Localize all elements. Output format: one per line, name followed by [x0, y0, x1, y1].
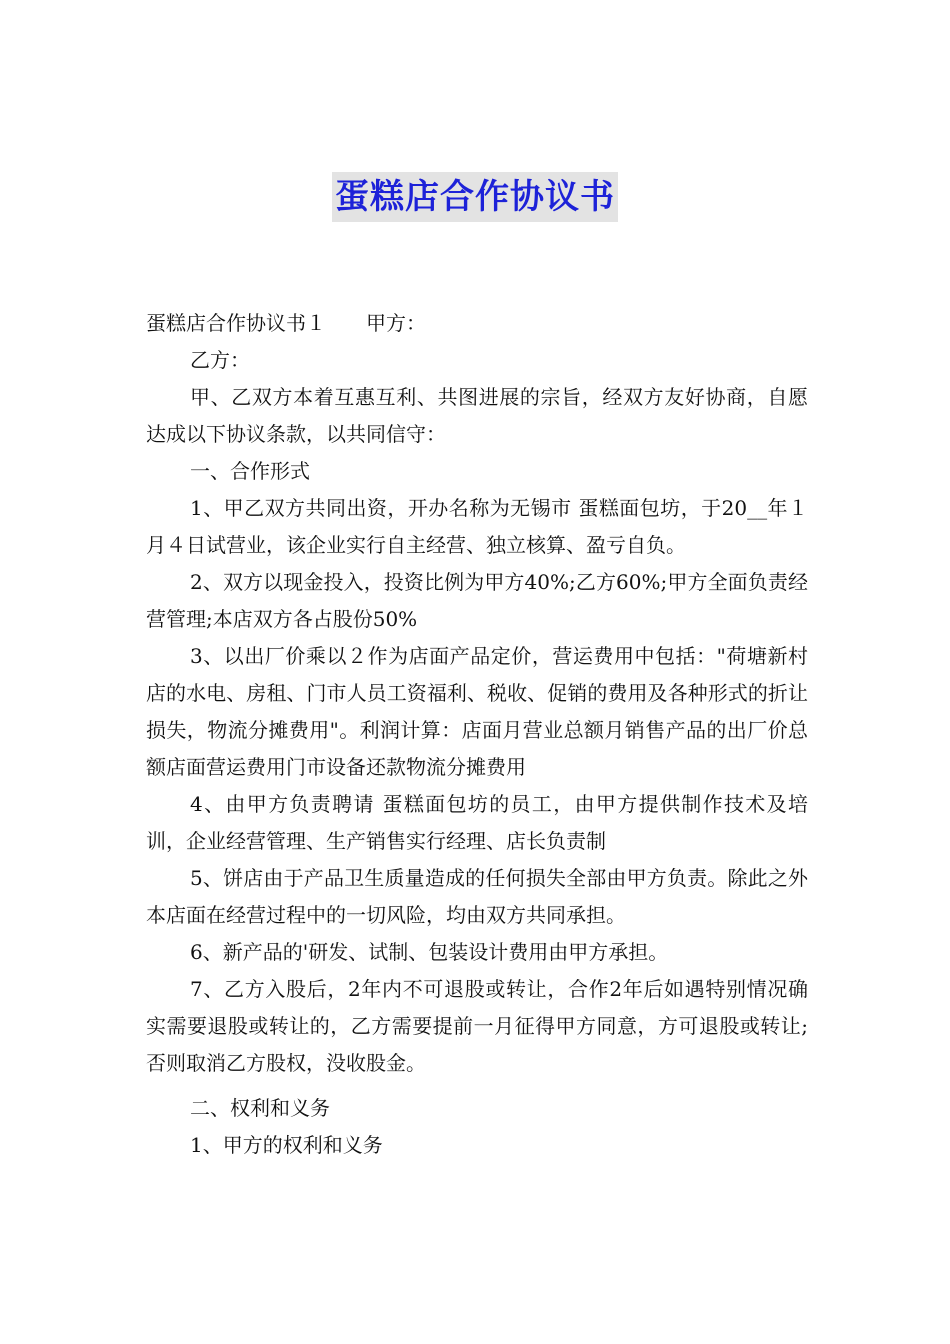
clause-4: 4、由甲方负责聘请 蛋糕面包坊的员工，由甲方提供制作技术及培训，企业经营管理、生产销售实行经理、店长负责制	[146, 792, 808, 853]
heading-line	[146, 305, 808, 342]
clause-3: 3、以出厂价乘以２作为店面产品定价，营运费用中包括："荷塘新村店的水电、房租、门市人员工资福利、税收、促销的费用及各种形式的折让损失，物流分摊费用"。利润计算：店面月营业总额月销售产品的出厂价总额店面营运费用门市设备还款物流分摊费用	[146, 644, 808, 779]
document-title: 蛋糕店合作协议书	[332, 172, 618, 222]
clause-2: 2、双方以现金投入，投资比例为甲方40%;乙方60%;甲方全面负责经营管理;本店双方各占股份50%	[146, 570, 808, 631]
party-b-label: 乙方：	[190, 348, 250, 372]
preamble-paragraph: 甲、乙双方本着互惠互利、共图进展的宗旨，经双方友好协商，自愿达成以下协议条款，以共同信守：	[146, 385, 808, 446]
clause-7: 7、乙方入股后，2年内不可退股或转让，合作2年后如遇特别情况确实需要退股或转让的，乙方需要提前一月征得甲方同意，方可退股或转让;否则取消乙方股权，没收股金。	[146, 977, 808, 1075]
section-heading-cooperation: 一、合作形式	[190, 459, 310, 483]
subsection-party-a-rights: 1、甲方的权利和义务	[190, 1133, 383, 1157]
section-heading-rights: 二、权利和义务	[190, 1096, 330, 1120]
party-a-label: 甲方：	[366, 311, 426, 335]
doc-label: 蛋糕店合作协议书１	[146, 311, 326, 335]
clause-6: 6、新产品的'研发、试制、包装设计费用由甲方承担。	[190, 940, 669, 964]
clause-1: 1、甲乙双方共同出资，开办名称为无锡市 蛋糕面包坊，于20__年１月４日试营业，该企业实行自主经营、独立核算、盈亏自负。	[146, 496, 808, 557]
clause-5: 5、饼店由于产品卫生质量造成的任何损失全部由甲方负责。除此之外本店面在经营过程中的一切风险，均由双方共同承担。	[146, 866, 808, 927]
document-title-wrap	[0, 172, 950, 222]
document-body	[146, 305, 808, 1164]
